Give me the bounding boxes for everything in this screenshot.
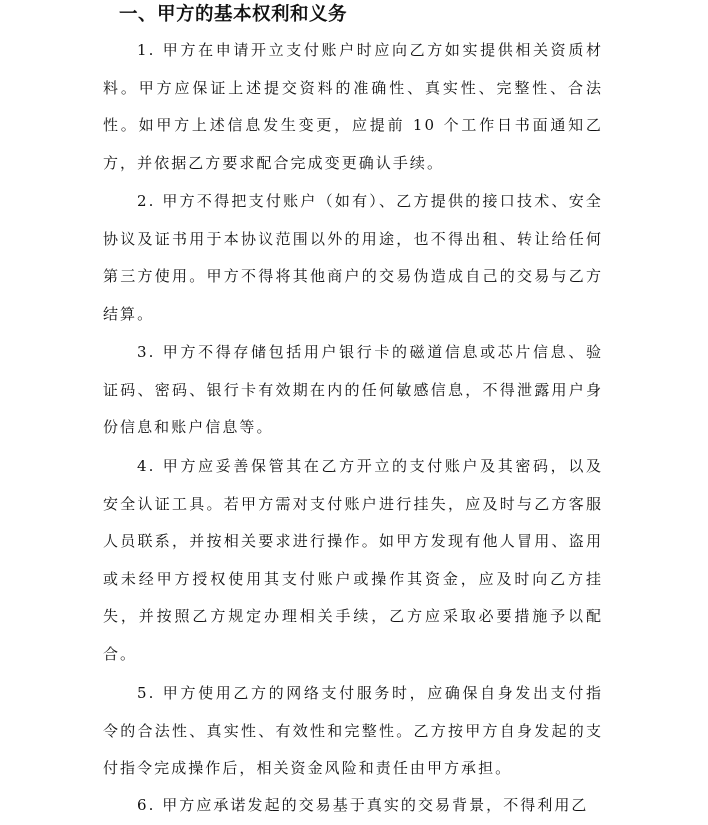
clause-3-paragraph: 3. 甲方不得存储包括用户银行卡的磁道信息或芯片信息、验证码、密码、银行卡有效期在内的任何敏感信息，不得泄露用户身份信息和账户信息等。	[103, 343, 603, 437]
clause-1-paragraph: 1. 甲方在申请开立支付账户时应向乙方如实提供相关资质材料。甲方应保证上述提交资料的准确性、真实性、完整性、合法性。如甲方上述信息发生变更，应提前 10 个工作日书面通知乙方，并依据乙方要求配合完成变更确认手续。	[103, 41, 603, 172]
clause-4-paragraph: 4. 甲方应妥善保管其在乙方开立的支付账户及其密码，以及安全认证工具。若甲方需对支付账户进行挂失，应及时与乙方客服人员联系，并按相关要求进行操作。如甲方发现有他人冒用、盗用或未经甲方授权使用其支付账户或操作其资金，应及时向乙方挂失，并按照乙方规定办理相关手续，乙方应采取必要措施予以配合。	[103, 457, 603, 663]
clause-2-paragraph: 2. 甲方不得把支付账户（如有）、乙方提供的接口技术、安全协议及证书用于本协议范围以外的用途，也不得出租、转让给任何第三方使用。甲方不得将其他商户的交易伪造成自己的交易与乙方结算。	[103, 192, 603, 323]
section-title: 一、甲方的基本权利和义务	[119, 4, 348, 25]
clause-5-paragraph: 5. 甲方使用乙方的网络支付服务时，应确保自身发出支付指令的合法性、真实性、有效性和完整性。乙方按甲方自身发起的支付指令完成操作后，相关资金风险和责任由甲方承担。	[103, 684, 603, 778]
clause-6-paragraph: 6. 甲方应承诺发起的交易基于真实的交易背景，不得利用乙	[137, 796, 589, 814]
